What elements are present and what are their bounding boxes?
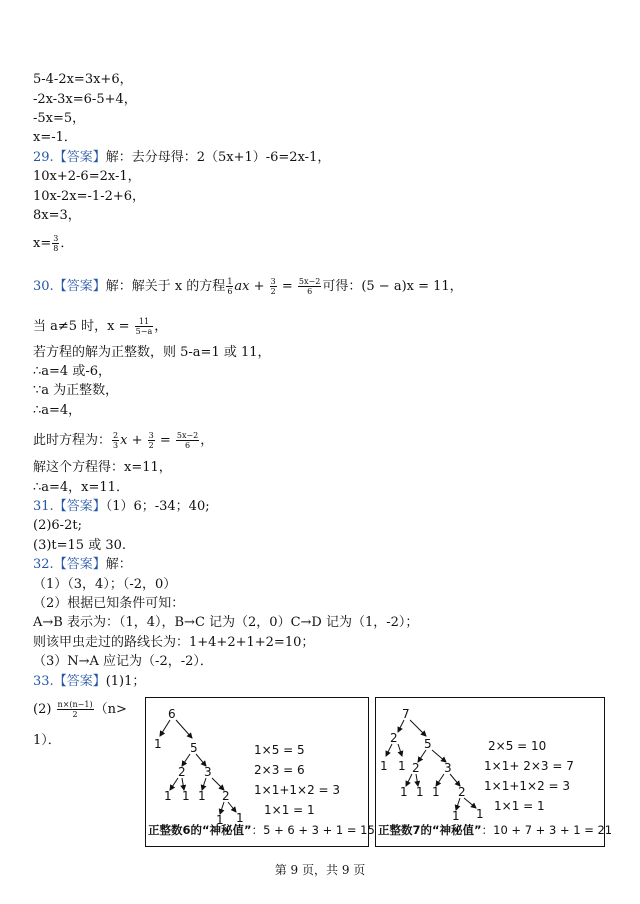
fraction: [57, 700, 94, 719]
equation: 2×5 = 10: [488, 739, 547, 753]
fraction: [298, 277, 321, 296]
solution-line: 8x=3，: [33, 208, 81, 223]
tree-node: 1: [198, 789, 206, 803]
math-text: ax +: [234, 279, 269, 294]
question-number: 33.: [33, 674, 54, 689]
question-31: [33, 499, 210, 515]
tree-node: 2: [178, 765, 186, 779]
solution-line: -2x-3x=6-5+4，: [33, 92, 137, 107]
tree-node: 1: [236, 811, 244, 825]
fraction: [52, 234, 59, 253]
question-30: [33, 277, 463, 296]
solution-line: [33, 700, 127, 719]
denominator: 3: [113, 441, 119, 450]
tree-node: 1: [432, 785, 440, 799]
solution-line: 若方程的解为正整数，则 5-a=1 或 11，: [33, 345, 271, 360]
denominator: 6: [185, 441, 191, 450]
question-number: 32.: [33, 557, 54, 572]
question-29: [33, 150, 330, 166]
tree-node: 1: [164, 789, 172, 803]
tree-node: 1: [398, 759, 406, 773]
denominator: 6: [307, 287, 313, 296]
tree-node: 1: [216, 813, 224, 827]
tree-node: 2: [412, 761, 420, 775]
equation: 2×3 = 6: [254, 763, 305, 777]
tree-node: 1: [416, 785, 424, 799]
fraction: [148, 431, 155, 450]
solution-line: （2）根据已知条件可知：: [33, 596, 185, 611]
denominator: 2: [148, 441, 154, 450]
tree-node: 1: [400, 785, 408, 799]
question-number: 29.: [33, 150, 54, 165]
question-number: 31.: [33, 499, 54, 514]
tree-node: 6: [168, 707, 176, 721]
answer-tag: 【答案】: [53, 499, 106, 514]
math-text: (2): [33, 702, 56, 717]
equation: 1×1+ 2×3 = 7: [484, 759, 574, 773]
tree-node: 5: [424, 737, 432, 751]
solution-line: （3）N→A 应记为（-2，-2）．: [33, 654, 213, 669]
solution-line: [33, 431, 213, 450]
numerator: 1: [227, 277, 233, 286]
tree-node: 1: [182, 789, 190, 803]
solution-line: x=-1．: [33, 130, 77, 145]
answer-text: 解：解关于 x 的方程: [105, 279, 226, 294]
tree-7-nodes: [380, 707, 484, 823]
tree-node: 1: [154, 737, 162, 751]
solution-line: （1）（3，4）；（-2，0）: [33, 577, 177, 592]
tree-diagram-7: [375, 697, 613, 847]
question-33: [33, 674, 145, 690]
question-32: [33, 557, 132, 573]
numerator: 5x−2: [176, 431, 199, 440]
denominator: 6: [227, 287, 233, 296]
question-number: 30.: [33, 279, 54, 294]
tree-7-equations: [484, 739, 574, 813]
fraction: [270, 277, 277, 296]
tree-node: 2: [458, 785, 466, 799]
answer-tag: 【答案】: [53, 557, 106, 572]
math-text: x +: [120, 433, 147, 448]
numerator: 2: [113, 431, 119, 440]
solution-line: A→B 表示为：（1，4），B→C 记为（2，0）C→D 记为（1，-2）；: [33, 615, 419, 630]
tree-node: 3: [444, 761, 452, 775]
math-text: ，: [200, 433, 214, 448]
answer-text: (1)1；: [105, 674, 146, 689]
answer-tag: 【答案】: [53, 150, 106, 165]
fraction: [226, 277, 233, 296]
tree-node: 2: [390, 731, 398, 745]
tree-node: 1: [452, 809, 460, 823]
equation: 1×5 = 5: [254, 743, 305, 757]
solution-line: 10x-2x=-1-2+6，: [33, 189, 146, 204]
solution-line: [33, 317, 167, 336]
caption-equation: ：10 + 7 + 3 + 1 = 21: [481, 823, 613, 837]
fraction: [112, 431, 119, 450]
solution-line: (3)t=15 或 30.: [33, 538, 127, 553]
equation: 1×1 = 1: [264, 803, 315, 817]
caption-label: 正整数7的“神秘值”: [378, 823, 482, 837]
tree-6-caption: [148, 822, 375, 838]
solution-line: [33, 234, 73, 253]
tree-node: 1: [380, 759, 388, 773]
tree-node: 1: [476, 807, 484, 821]
denominator: 2: [72, 710, 78, 719]
denominator: 5−a: [135, 327, 153, 336]
numerator: 3: [270, 277, 276, 286]
solution-line: -5x=5，: [33, 111, 86, 126]
tree-6-equations: [254, 743, 340, 817]
answer-text: 解：: [105, 557, 132, 572]
equation: 1×1+1×2 = 3: [254, 783, 341, 797]
fraction: [176, 431, 199, 450]
answer-text: 解：去分母得：2（5x+1）-6=2x-1，: [105, 150, 331, 165]
math-text: x=: [33, 236, 52, 251]
denominator: 2: [270, 287, 276, 296]
answer-text: （1）6；-34；40;: [105, 499, 210, 514]
math-text: （n>: [94, 702, 127, 717]
math-text: 可得：(5 − a)x = 11，: [322, 279, 463, 294]
equation: 1×1 = 1: [494, 799, 545, 813]
solution-line: ∵a 为正整数，: [33, 383, 119, 398]
math-text: 当 a≠5 时，x =: [33, 319, 134, 334]
numerator: 3: [53, 234, 59, 243]
tree-node: 3: [204, 765, 212, 779]
solution-line: 1）．: [33, 733, 61, 748]
caption-equation: ：5 + 6 + 3 + 1 = 15: [251, 823, 375, 837]
math-text: =: [155, 433, 175, 448]
denominator: 8: [53, 244, 59, 253]
tree-node: 5: [190, 741, 198, 755]
tree-7-caption: [378, 822, 612, 838]
numerator: 5x−2: [298, 277, 321, 286]
solution-line: 则该甲虫走过的路线长为：1+4+2+1+2=10；: [33, 635, 315, 650]
math-text: ，: [154, 319, 168, 334]
tree-node: 2: [222, 789, 230, 803]
math-text: ．: [60, 236, 74, 251]
page-footer: 第 9 页，共 9 页: [274, 863, 366, 877]
solution-line: 10x+2-6=2x-1，: [33, 169, 141, 184]
fraction: [135, 317, 154, 336]
solution-line: ∴a=4，: [33, 403, 82, 418]
numerator: 3: [148, 431, 154, 440]
solution-line: (2)6-2t;: [33, 518, 82, 533]
solution-line: 5-4-2x=3x+6，: [33, 72, 133, 87]
answer-tag: 【答案】: [53, 674, 106, 689]
solution-line: 解这个方程得：x=11，: [33, 460, 172, 475]
tree-node: 7: [402, 707, 410, 721]
tree-diagram-6: [145, 697, 375, 847]
answer-tag: 【答案】: [53, 279, 106, 294]
solution-line: ∴a=4 或-6，: [33, 364, 111, 379]
numerator: n×(n−1): [57, 700, 93, 709]
caption-label: 正整数6的“神秘值”: [148, 823, 252, 837]
math-text: 此时方程为：: [33, 433, 112, 448]
numerator: 11: [135, 317, 154, 327]
solution-line: ∴a=4，x=11．: [33, 480, 129, 495]
math-text: =: [277, 279, 297, 294]
equation: 1×1+1×2 = 3: [484, 779, 571, 793]
